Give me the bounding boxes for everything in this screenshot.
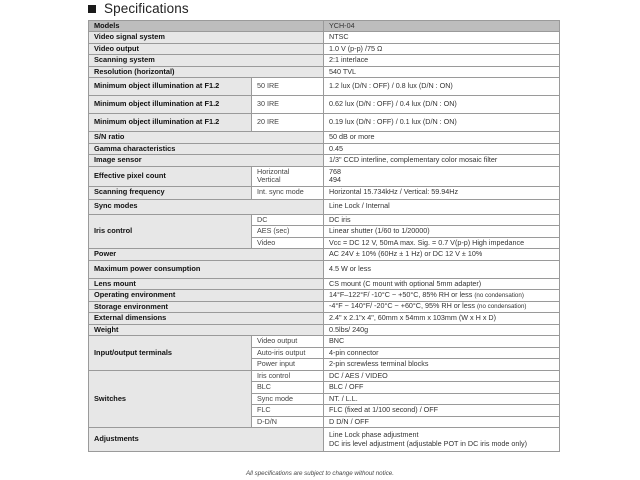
- table-row: [89, 143, 560, 155]
- row-sublabel: 30 IRE: [252, 96, 324, 114]
- value-text: 14°F–122°F/ -10°C ~ +50°C, 85% RH or less: [329, 289, 473, 299]
- row-value: FLC (fixed at 1/100 second) / OFF: [324, 405, 560, 417]
- row-label: Sync modes: [89, 199, 324, 214]
- header-value: YCH-04: [324, 21, 560, 32]
- row-label: Image sensor: [89, 155, 324, 167]
- row-value: [324, 301, 560, 313]
- value-note: (no condensation): [474, 291, 524, 299]
- sublabel-horizontal: Horizontal: [257, 166, 290, 176]
- row-value: BNC: [324, 336, 560, 348]
- row-label: Gamma characteristics: [89, 143, 324, 155]
- heading-bullet-icon: [88, 5, 96, 13]
- table-row: [89, 278, 560, 290]
- row-label: Video signal system: [89, 32, 324, 44]
- row-value: 540 TVL: [324, 66, 560, 78]
- row-value: CS mount (C mount with optional 5mm adapter): [324, 278, 560, 290]
- sublabel-vertical: Vertical: [257, 175, 281, 184]
- row-label: Power: [89, 249, 324, 261]
- row-value: NTSC: [324, 32, 560, 44]
- row-label: Lens mount: [89, 278, 324, 290]
- row-label: Effective pixel count: [89, 166, 252, 186]
- row-value: 2-pin screwless terminal blocks: [324, 359, 560, 371]
- row-value: [324, 166, 560, 186]
- table-row: [89, 132, 560, 144]
- row-label: Minimum object illumination at F1.2: [89, 96, 252, 114]
- table-row: [89, 214, 560, 226]
- row-value: 0.62 lux (D/N : OFF) / 0.4 lux (D/N : ON): [324, 96, 560, 114]
- row-label: Storage environment: [89, 301, 324, 313]
- section-heading: [88, 0, 189, 16]
- value-note: (no condensation): [476, 303, 527, 310]
- row-value: 2:1 interlace: [324, 55, 560, 67]
- row-sublabel: 20 IRE: [252, 114, 324, 132]
- row-label: Switches: [89, 370, 252, 428]
- row-label: Minimum object illumination at F1.2: [89, 114, 252, 132]
- table-row: [89, 96, 560, 114]
- row-sublabel: Auto-iris output: [252, 347, 324, 359]
- row-label: Adjustments: [89, 428, 324, 452]
- row-value: 0.45: [324, 143, 560, 155]
- row-label: Resolution (horizontal): [89, 66, 324, 78]
- value-line-1: Line Lock phase adjustment: [329, 430, 419, 439]
- row-sublabel: 50 IRE: [252, 78, 324, 96]
- row-sublabel: Video: [252, 237, 324, 249]
- row-value: NT. / L.L.: [324, 393, 560, 405]
- table-row: [89, 428, 560, 452]
- table-row: [89, 290, 560, 302]
- row-label: S/N ratio: [89, 132, 324, 144]
- row-sublabel: Video output: [252, 336, 324, 348]
- row-sublabel: BLC: [252, 382, 324, 394]
- row-value: 50 dB or more: [324, 132, 560, 144]
- row-value: 0.5lbs/ 240g: [324, 324, 560, 336]
- row-sublabel: FLC: [252, 405, 324, 417]
- row-value: 2.4" x 2.1"x 4", 60mm x 54mm x 103mm (W x H x D): [324, 313, 560, 325]
- page-title: Specifications: [104, 0, 189, 16]
- table-row: [89, 370, 560, 382]
- row-value: DC iris: [324, 214, 560, 226]
- row-label: Scanning frequency: [89, 186, 252, 199]
- value-line-2: DC iris level adjustment (adjustable POT in DC iris mode only): [329, 438, 527, 448]
- row-value: 1.0 V (p-p) /75 Ω: [324, 43, 560, 55]
- table-row: [89, 186, 560, 199]
- header-label: Models: [89, 21, 324, 32]
- row-value: 4.5 W or less: [324, 260, 560, 278]
- table-row: [89, 155, 560, 167]
- specifications-table: [88, 20, 560, 452]
- row-label: External dimensions: [89, 313, 324, 325]
- table-row: [89, 313, 560, 325]
- table-row: [89, 114, 560, 132]
- row-sublabel: [252, 166, 324, 186]
- table-row: [89, 199, 560, 214]
- table-header-row: [89, 21, 560, 32]
- table-row: [89, 301, 560, 313]
- row-value: 1.2 lux (D/N : OFF) / 0.8 lux (D/N : ON): [324, 78, 560, 96]
- table-row: [89, 260, 560, 278]
- row-value: DC / AES / VIDEO: [324, 370, 560, 382]
- row-label: Minimum object illumination at F1.2: [89, 78, 252, 96]
- table-row: [89, 78, 560, 96]
- row-value: Horizontal 15.734kHz / Vertical: 59.94Hz: [324, 186, 560, 199]
- value-text: -4°F ~ 140°F/ -20°C ~ +60°C, 95% RH or less: [329, 301, 475, 310]
- row-value: [324, 290, 560, 302]
- row-value: 4-pin connector: [324, 347, 560, 359]
- footnote: All specifications are subject to change without notice.: [246, 470, 394, 477]
- table-row: [89, 32, 560, 44]
- row-value: D D/N / OFF: [324, 416, 560, 428]
- row-label: Input/output terminals: [89, 336, 252, 371]
- table-row: [89, 324, 560, 336]
- row-value: AC 24V ± 10% (60Hz ± 1 Hz) or DC 12 V ± 10%: [324, 249, 560, 261]
- row-value: Vcc = DC 12 V, 50mA max. Sig. = 0.7 V(p-p) High impedance: [324, 237, 560, 249]
- row-label: Weight: [89, 324, 324, 336]
- row-sublabel: D-D/N: [252, 416, 324, 428]
- row-value: 1/3" CCD interline, complementary color mosaic filter: [324, 155, 560, 167]
- table-row: [89, 55, 560, 67]
- row-value: BLC / OFF: [324, 382, 560, 394]
- row-sublabel: Sync mode: [252, 393, 324, 405]
- row-sublabel: Int. sync mode: [252, 186, 324, 199]
- row-sublabel: AES (sec): [252, 226, 324, 238]
- row-value: 0.19 lux (D/N : OFF) / 0.1 lux (D/N : ON): [324, 114, 560, 132]
- row-value: Line Lock / Internal: [324, 199, 560, 214]
- row-label: Iris control: [89, 214, 252, 249]
- row-label: Maximum power consumption: [89, 260, 324, 278]
- row-sublabel: Iris control: [252, 370, 324, 382]
- row-sublabel: Power input: [252, 359, 324, 371]
- table-row: [89, 249, 560, 261]
- row-value: Linear shutter (1/60 to 1/20000): [324, 226, 560, 238]
- table-row: [89, 66, 560, 78]
- row-sublabel: DC: [252, 214, 324, 226]
- table-row: [89, 336, 560, 348]
- row-label: Operating environment: [89, 290, 324, 302]
- value-vertical: 494: [329, 175, 341, 184]
- table-row: [89, 166, 560, 186]
- table-row: [89, 43, 560, 55]
- row-value: [324, 428, 560, 452]
- value-horizontal: 768: [329, 166, 341, 176]
- row-label: Video output: [89, 43, 324, 55]
- row-label: Scanning system: [89, 55, 324, 67]
